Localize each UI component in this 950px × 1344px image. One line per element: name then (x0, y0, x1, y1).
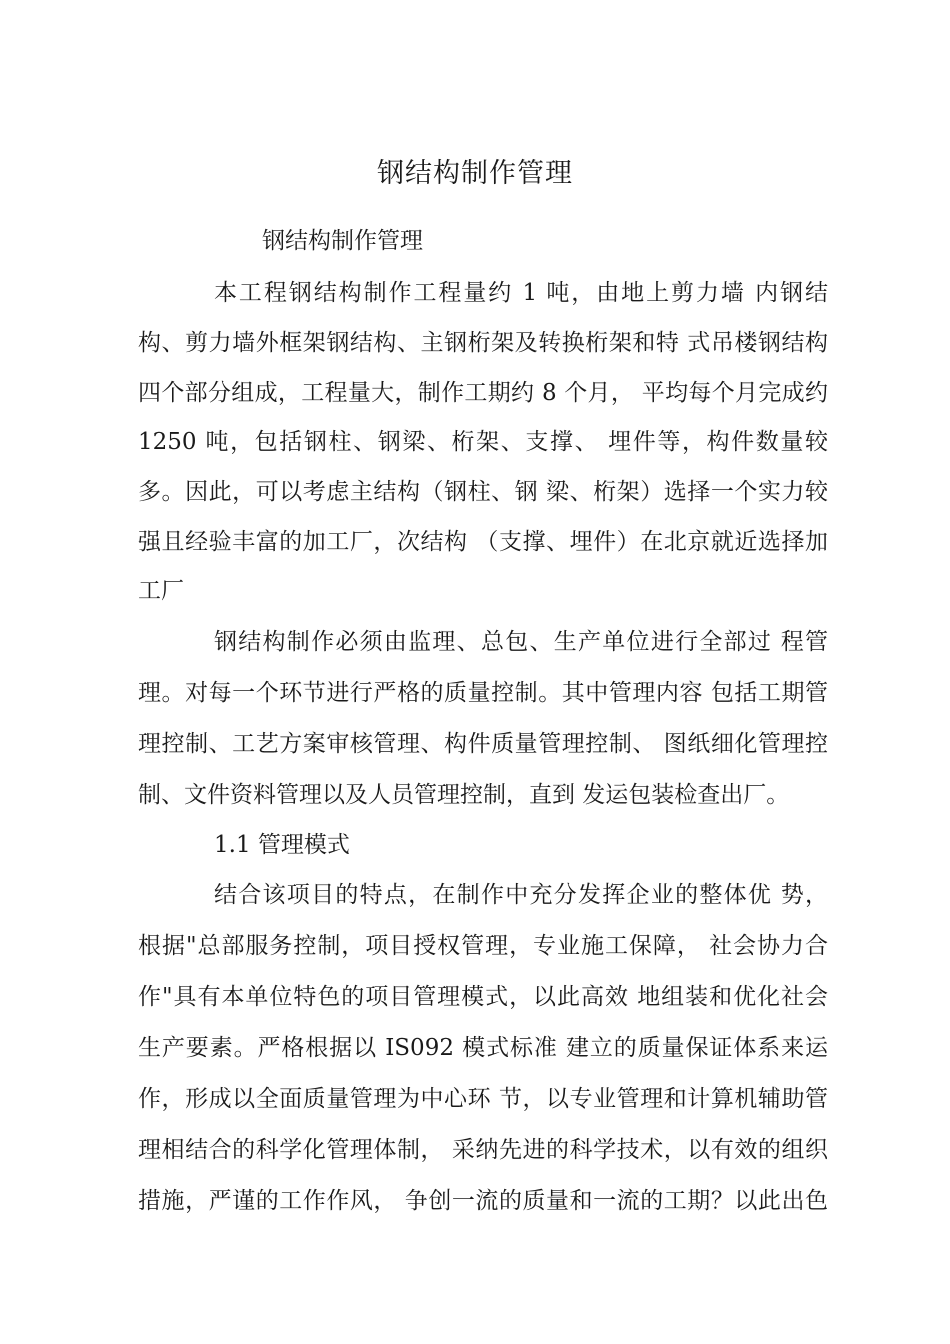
paragraph-line: 构、剪力墙外框架钢结构、主钢桁架及转换桁架和特 式吊楼钢结构 (138, 330, 828, 356)
section-subtitle: 钢结构制作管理 (262, 228, 423, 254)
paragraph-line: 结合该项目的特点，在制作中充分发挥企业的整体优 势， (214, 882, 828, 908)
section-heading: 1.1 管理模式 (214, 832, 350, 858)
paragraph-line: 理控制、工艺方案审核管理、构件质量管理控制、 图纸细化管理控 (138, 731, 828, 757)
paragraph-line: 措施，严谨的工作作风， 争创一流的质量和一流的工期？以此出色 (138, 1188, 828, 1214)
paragraph-line: 制、文件资料管理以及人员管理控制，直到 发运包装检查出厂。 (138, 782, 790, 808)
paragraph-line: 强且经验丰富的加工厂，次结构 （支撑、埋件）在北京就近选择加 (138, 529, 828, 555)
paragraph-line: 理。对每一个环节进行严格的质量控制。其中管理内容 包括工期管 (138, 680, 828, 706)
paragraph-line: 1250 吨，包括钢柱、钢梁、桁架、支撑、 埋件等，构件数量较 (138, 429, 828, 455)
paragraph-line: 理相结合的科学化管理体制， 采纳先进的科学技术，以有效的组织 (138, 1137, 828, 1163)
paragraph-line: 本工程钢结构制作工程量约 1 吨，由地上剪力墙 内钢结 (214, 280, 828, 306)
paragraph-line: 生产要素。严格根据以 IS092 模式标准 建立的质量保证体系来运 (138, 1035, 828, 1061)
paragraph-line: 工厂 (138, 578, 184, 604)
document-title: 钢结构制作管理 (377, 158, 573, 189)
paragraph-line: 作"具有本单位特色的项目管理模式，以此高效 地组装和优化社会 (138, 984, 828, 1010)
paragraph-line: 作，形成以全面质量管理为中心环 节，以专业管理和计算机辅助管 (138, 1086, 828, 1112)
paragraph-line: 钢结构制作必须由监理、总包、生产单位进行全部过 程管 (214, 629, 828, 655)
paragraph-line: 多。因此，可以考虑主结构（钢柱、钢 梁、桁架）选择一个实力较 (138, 479, 828, 505)
paragraph-line: 四个部分组成，工程量大，制作工期约 8 个月， 平均每个月完成约 (138, 380, 828, 406)
paragraph-line: 根据"总部服务控制，项目授权管理，专业施工保障， 社会协力合 (138, 933, 828, 959)
